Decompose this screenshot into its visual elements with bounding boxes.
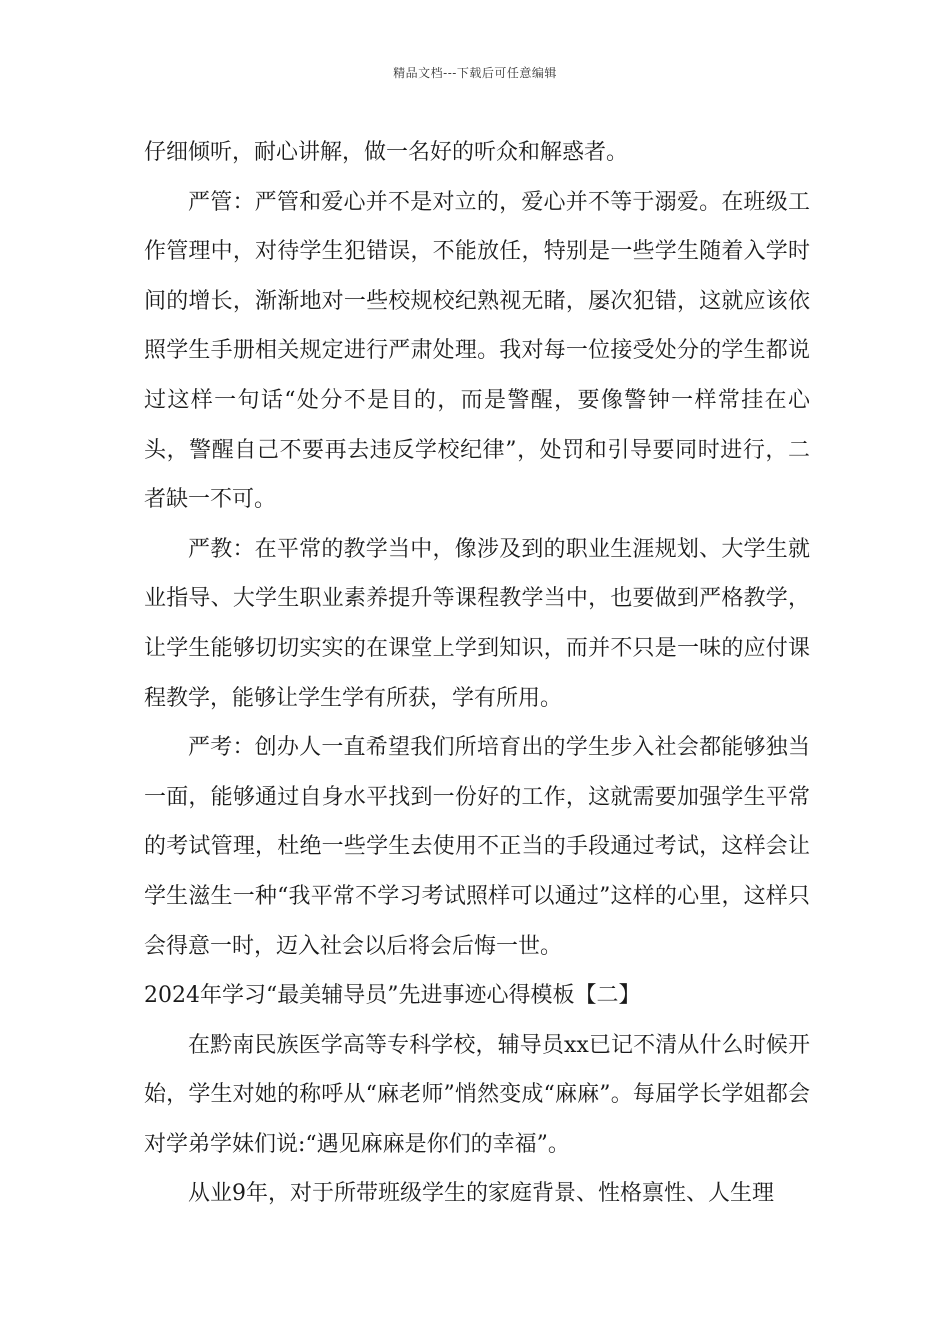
paragraph-3: 严教：在平常的教学当中，像涉及到的职业生涯规划、大学生就业指导、大学生职业素养提升等课程教学当中，也要做到严格教学，让学生能够切切实实的在课堂上学到知识，而并不只是一味的应付课程教学，能够让学生学有所获，学有所用。 — [144, 536, 810, 711]
document-body — [144, 128, 810, 1219]
paragraph-4: 严考：创办人一直希望我们所培育出的学生步入社会都能够独当一面，能够通过自身水平找到一份好的工作，这就需要加强学生平常的考试管理，杜绝一些学生去使用不正当的手段通过考试，这样会让学生滋生一种“我平常不学习考试照样可以通过”这样的心里，这样只会得意一时，迈入社会以后将会后悔一世。 — [144, 735, 810, 959]
paragraph-1: 仔细倾听，耐心讲解，做一名好的听众和解惑者。 — [144, 140, 629, 165]
section-heading: 2024年学习“最美辅导员”先进事迹心得模板【二】 — [144, 983, 641, 1009]
paragraph-5: 在黔南民族医学高等专科学校，辅导员xx已记不清从什么时候开始，学生对她的称呼从“麻老师”悄然变成“麻麻”。每届学长学姐都会对学弟学妹们说:“遇见麻麻是你们的幸福”。 — [144, 1032, 810, 1157]
paragraph-2: 严管：严管和爱心并不是对立的，爱心并不等于溺爱。在班级工作管理中，对待学生犯错误，不能放任，特别是一些学生随着入学时间的增长，渐渐地对一些校规校纪熟视无睹，屡次犯错，这就应该依照学生手册相关规定进行严肃处理。我对每一位接受处分的学生都说过这样一句话“处分不是目的，而是警醒，要像警钟一样常挂在心头，警醒自己不要再去违反学校纪律”，处罚和引导要同时进行，二者缺一不可。 — [144, 189, 810, 513]
page-header: 精品文档---下载后可任意编辑 — [393, 66, 557, 80]
paragraph-6: 从业9年，对于所带班级学生的家庭背景、性格禀性、人生理 — [188, 1181, 774, 1207]
